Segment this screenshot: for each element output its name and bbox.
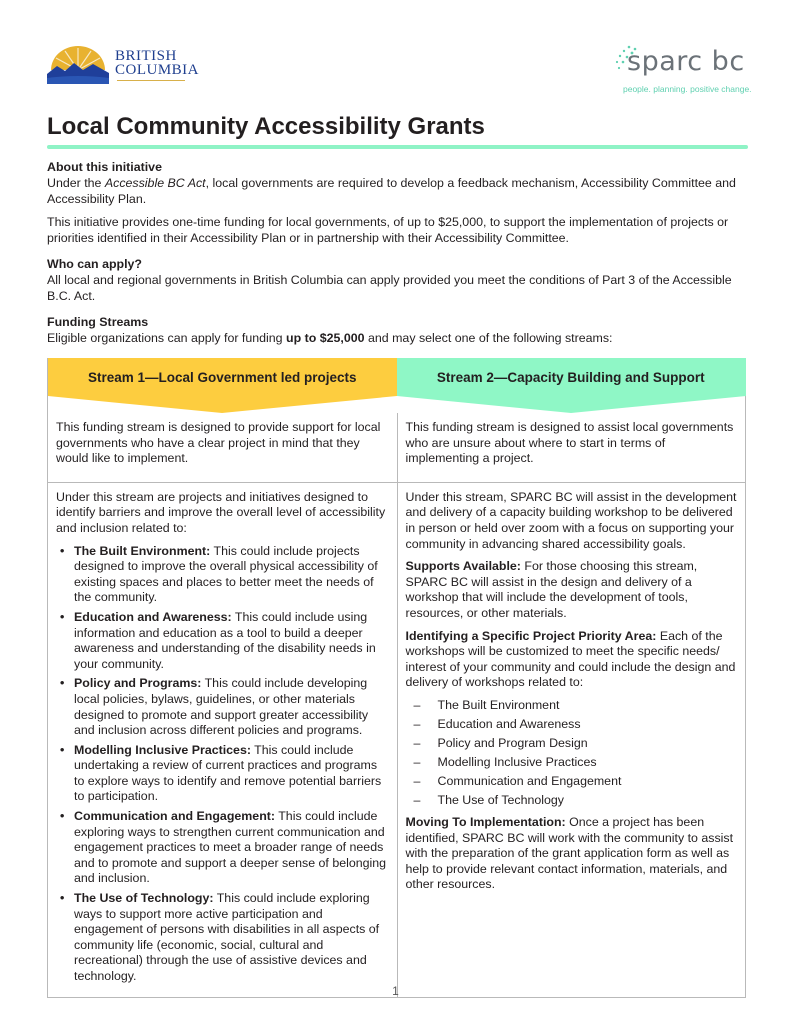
list-item-term: Education and Awareness: bbox=[74, 609, 232, 624]
list-item-text: This could include projects designed to improve the overall physical accessibility of existing spaces and places to better meet the needs of the community. bbox=[74, 543, 378, 605]
list-item: – Education and Awareness bbox=[406, 717, 738, 733]
list-item: – Communication and Engagement bbox=[406, 774, 738, 790]
priority-text: Each of the workshops will be customized to meet the specific needs/ interest of your community and could include the design and delivery of workshops related to: bbox=[405, 628, 736, 690]
bc-wordmark-line2: COLUMBIA bbox=[115, 62, 200, 78]
stream2-summary-cell bbox=[397, 413, 746, 482]
about-paragraph-2: This initiative provides one-time funding for local governments, of up to $25,000, to support the implementation of projects or priorities identified in their Accessibility Plan or in partnership with their Accessibility Committee. bbox=[47, 215, 729, 245]
list-item bbox=[56, 610, 389, 672]
implementation-text: Once a project has been identified, SPARC BC will work with the community to assist with the preparation of the grant application form as well as help to provide relevant contact information, materials, and other resources. bbox=[405, 814, 734, 892]
list-item: – The Built Environment bbox=[406, 698, 738, 714]
who-paragraph: All local and regional governments in British Columbia can apply provided you meet the conditions of Part 3 of the Accessible B.C. Act. bbox=[47, 273, 732, 303]
sparc-tagline: people. planning. positive change. bbox=[623, 84, 752, 94]
who-heading: Who can apply? bbox=[47, 257, 142, 271]
funding-paragraph bbox=[47, 330, 752, 346]
stream1-summary: This funding stream is designed to provide support for local governments who have a clear project in mind that they would like to implement. bbox=[56, 420, 381, 466]
stream2-detail-cell bbox=[397, 483, 746, 997]
who-section bbox=[47, 256, 752, 304]
stream2-supports bbox=[406, 559, 738, 621]
stream1-header bbox=[48, 358, 397, 413]
list-item bbox=[56, 743, 389, 805]
page-title: Local Community Accessibility Grants bbox=[47, 113, 485, 140]
about-paragraph-1 bbox=[47, 175, 752, 207]
bc-wordmark bbox=[115, 49, 199, 77]
about-p1-post: , local governments are required to develop a feedback mechanism, Accessibility Committee and Accessibility Plan. bbox=[47, 176, 736, 206]
streams-header-row bbox=[48, 358, 745, 413]
list-item-term: The Use of Technology: bbox=[74, 891, 214, 906]
funding-section bbox=[47, 314, 752, 346]
bc-wordmark-underline bbox=[117, 80, 185, 81]
streams-detail-row bbox=[48, 482, 745, 997]
stream2-summary: This funding stream is designed to assist local governments who are unsure about where to start in terms of implementing a project. bbox=[405, 420, 734, 466]
list-item-text: This could include exploring ways to strengthen current communication and engagement practices to meet a broader range of needs and to promote and support a deeper sense of belonging and inclusion. bbox=[74, 809, 387, 886]
list-item-term: The Built Environment: bbox=[74, 543, 211, 558]
stream2-area-list bbox=[406, 698, 738, 809]
list-item-term: Modelling Inclusive Practices: bbox=[74, 742, 251, 757]
accessible-bc-act-italic: Accessible BC Act bbox=[104, 176, 206, 190]
stream1-summary-cell bbox=[48, 413, 397, 482]
page-number: 1 bbox=[392, 984, 399, 998]
implementation-term: Moving To Implementation: bbox=[405, 814, 566, 829]
supports-term: Supports Available: bbox=[405, 559, 521, 574]
list-item-term: Communication and Engagement: bbox=[74, 809, 276, 824]
funding-streams-table bbox=[47, 358, 746, 998]
intro-content bbox=[47, 159, 752, 356]
bc-wordmark-line1: BRITISH bbox=[115, 48, 177, 64]
stream1-intro: Under this stream are projects and initiatives designed to identify barriers and improve the overall level of accessibility and inclusion related to: bbox=[56, 489, 386, 535]
about-section bbox=[47, 159, 752, 246]
stream1-bullet-list bbox=[56, 544, 389, 985]
stream2-header bbox=[397, 358, 746, 413]
about-heading: About this initiative bbox=[47, 160, 162, 174]
list-item-text: This could include developing local policies, bylaws, guidelines, or other materials designed to promote and support greater accessibility and inclusion across different policies and programs. bbox=[74, 676, 369, 738]
list-item bbox=[56, 676, 389, 738]
sparc-wordmark: sparc bc bbox=[627, 46, 745, 77]
funding-p1-pre: Eligible organizations can apply for funding bbox=[47, 331, 287, 345]
stream2-title: Stream 2—Capacity Building and Support bbox=[436, 370, 705, 385]
funding-amount-bold: up to $25,000 bbox=[286, 331, 365, 345]
list-item-term: Policy and Programs: bbox=[74, 676, 202, 691]
about-p1-pre: Under the bbox=[47, 176, 105, 190]
stream2-arrow-banner bbox=[397, 358, 746, 413]
stream2-priority bbox=[406, 629, 738, 691]
supports-text: For those choosing this stream, SPARC BC will assist in the design and delivery of a workshop that will include the development of tools, resources, or other materials. bbox=[405, 559, 698, 620]
list-item: – The Use of Technology bbox=[406, 793, 738, 809]
british-columbia-logo bbox=[47, 44, 200, 86]
list-item-text: This could include exploring ways to support more active participation and engagement of persons with disabilities in all aspects of community life (economic, social, cultural and recreational) through the use of assistive devices and technology. bbox=[74, 891, 380, 983]
list-item bbox=[56, 809, 389, 887]
title-divider bbox=[47, 145, 748, 149]
streams-summary-row bbox=[48, 413, 745, 482]
list-item-text: This could include using information and education as a tool to build a deeper awareness and understanding of the disability needs in your community. bbox=[74, 609, 376, 671]
funding-heading: Funding Streams bbox=[47, 315, 149, 329]
funding-p1-post: and may select one of the following streams: bbox=[364, 331, 613, 345]
list-item bbox=[56, 891, 389, 985]
list-item-text: This could include undertaking a review of current practices and programs to explore ways to identify and remove potential barriers to participation. bbox=[74, 742, 382, 804]
stream1-arrow-banner bbox=[48, 358, 397, 413]
list-item: – Policy and Program Design bbox=[406, 736, 738, 752]
list-item bbox=[56, 544, 389, 606]
stream1-detail-cell bbox=[48, 483, 397, 997]
bc-sun-mountain-icon bbox=[47, 44, 109, 84]
stream2-intro: Under this stream, SPARC BC will assist in the development and delivery of a capacity building workshop to be delivered in person or held over zoom with a focus on supporting your community in advancing shared accessibility goals. bbox=[405, 489, 737, 551]
stream2-implementation bbox=[406, 815, 738, 893]
stream1-title: Stream 1—Local Government led projects bbox=[87, 370, 357, 385]
sparc-bc-logo bbox=[615, 42, 750, 98]
list-item: – Modelling Inclusive Practices bbox=[406, 755, 738, 771]
priority-term: Identifying a Specific Project Priority Area: bbox=[405, 628, 657, 643]
